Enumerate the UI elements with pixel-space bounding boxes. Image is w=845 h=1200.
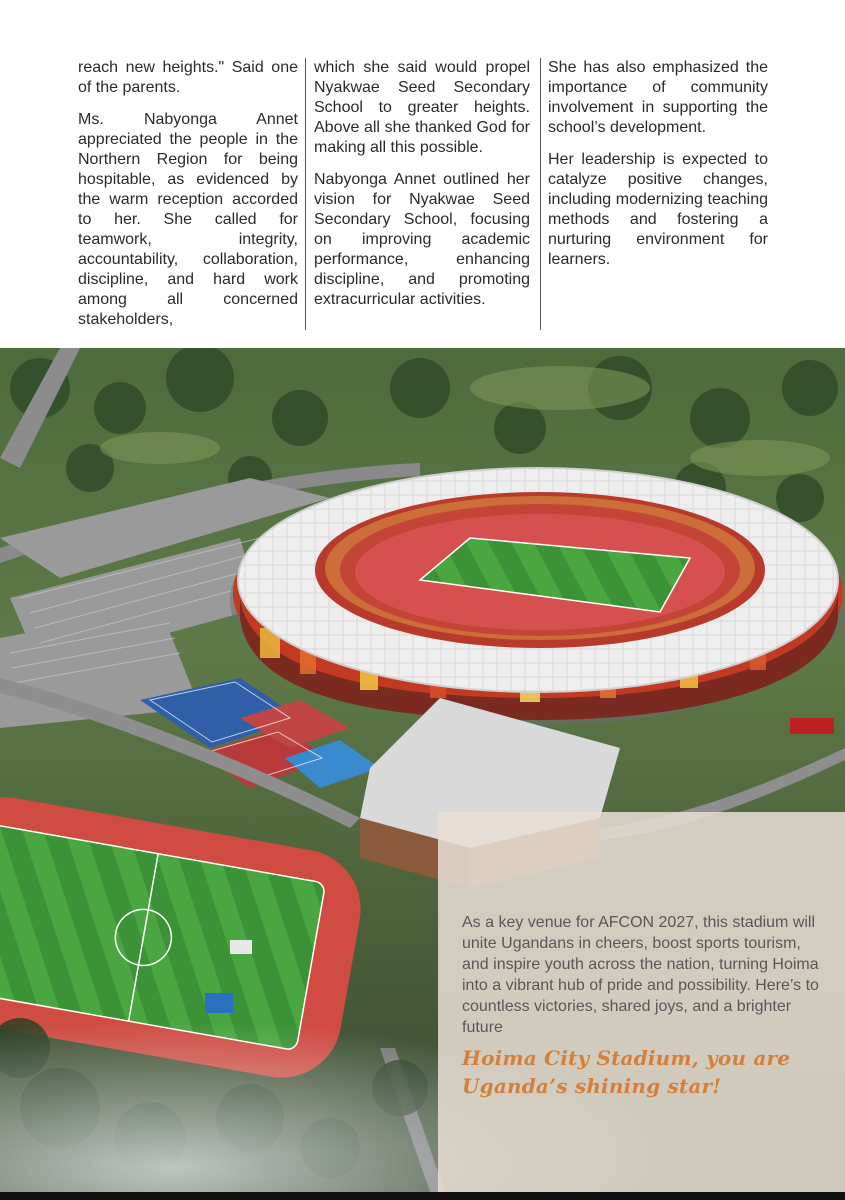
column-1-paragraph-2: Ms. Nabyonga Annet appreciated the people in the Northern Region for being hospitable, as evidenced by the warm reception accorded to her. She called for teamwork, integrity, accountability, collaboration, discipline, and hard work among all concerned stakeholders, bbox=[78, 111, 298, 328]
column-2-paragraph-2: Nabyonga Annet outlined her vision for Nyakwae Seed Secondary School, focusing on improving academic performance, enhancing discipline, and promoting extracurricular activities. bbox=[314, 171, 530, 308]
column-1-paragraph-1: reach new heights." Said one of the parents. bbox=[78, 59, 298, 96]
article-column-3 bbox=[548, 58, 768, 282]
caption-tagline: Hoima City Stadium, you are Uganda’s shining star! bbox=[462, 1046, 791, 1098]
caption-box bbox=[438, 812, 845, 1192]
article-column-1 bbox=[78, 58, 298, 342]
article-columns bbox=[78, 58, 770, 330]
column-3-paragraph-1: She has also emphasized the importance of community involvement in supporting the school’s development. bbox=[548, 59, 768, 136]
column-divider-1 bbox=[305, 58, 306, 330]
page-bottom-edge bbox=[0, 1192, 845, 1200]
column-divider-2 bbox=[540, 58, 541, 330]
article-column-2 bbox=[314, 58, 530, 322]
caption-body: As a key venue for AFCON 2027, this stadium will unite Ugandans in cheers, boost sports tourism, and inspire youth across the nation, turning Hoima into a vibrant hub of pride and possibility. Here’s to countless victories, shared joys, and a brighter future bbox=[462, 914, 819, 1036]
column-2-paragraph-1: which she said would propel Nyakwae Seed Secondary School to greater heights. Above all she thanked God for making all this possible. bbox=[314, 59, 530, 156]
column-3-paragraph-2: Her leadership is expected to catalyze positive changes, including modernizing teaching methods and fostering a nurturing environment for learners. bbox=[548, 151, 768, 268]
